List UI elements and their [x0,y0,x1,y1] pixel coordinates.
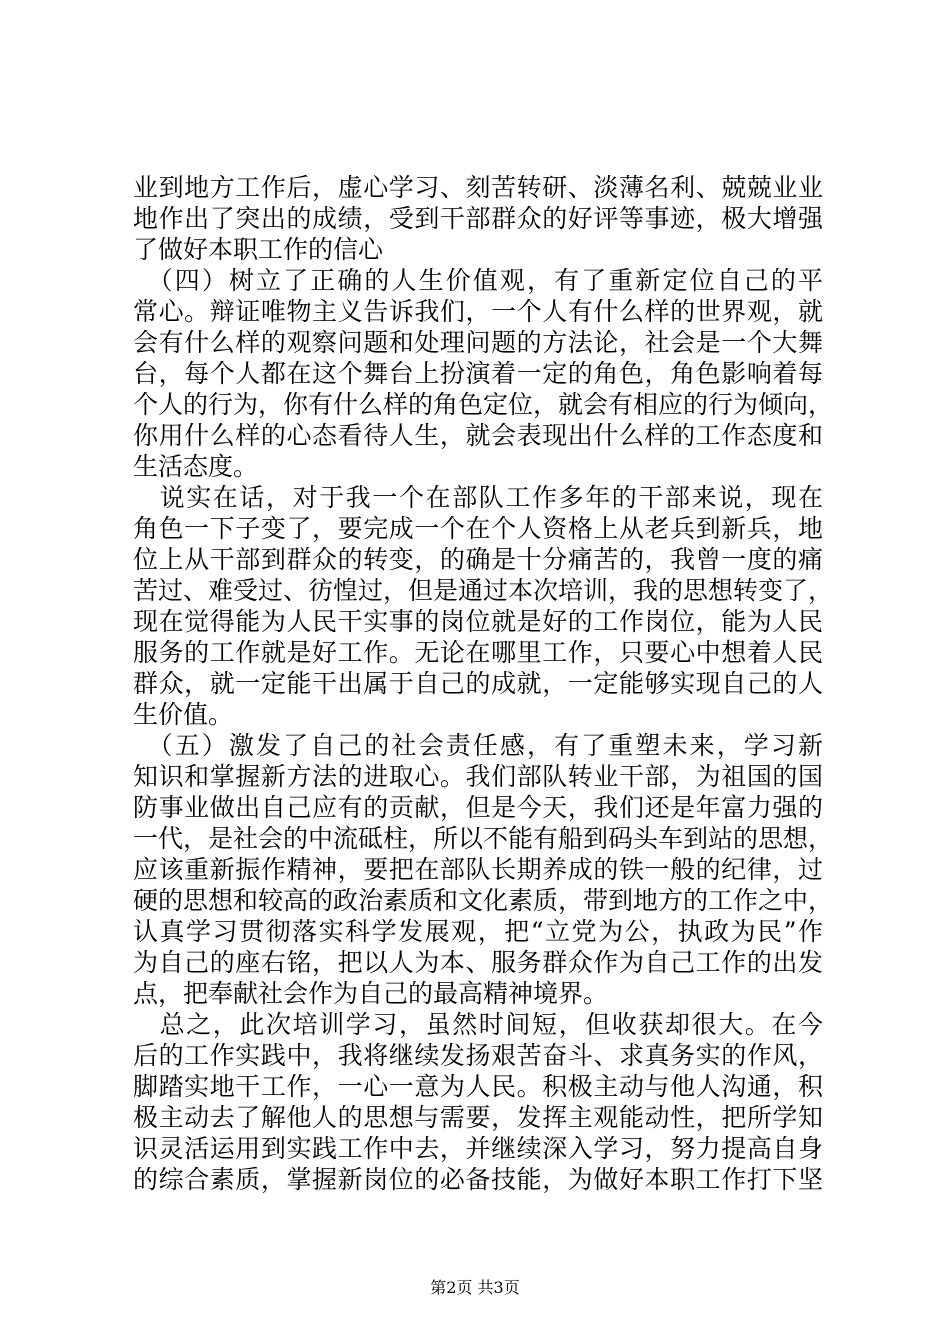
text-line: 极主动去了解他人的思想与需要，发挥主观能动性，把所学知 [133,1103,823,1132]
text-line: 知识和掌握新方法的进取心。我们部队转业干部，为祖国的国 [133,762,823,791]
text-line: 苦过、难受过、彷惶过，但是通过本次培训，我的思想转变了， [133,576,834,605]
text-line: 一代，是社会的中流砥柱，所以不能有船到码头车到站的思想， [133,824,834,853]
text-line: 后的工作实践中，我将继续发扬艰苦奋斗、求真务实的作风， [133,1041,823,1070]
text-line: 脚踏实地干工作，一心一意为人民。积极主动与他人沟通，积 [133,1072,823,1101]
text-line: 防事业做出自己应有的贡献，但是今天，我们还是年富力强的 [133,793,823,822]
text-line: 识灵活运用到实践工作中去，并继续深入学习，努力提高自身 [133,1134,823,1163]
text-line: 业到地方工作后，虚心学习、刻苦转研、淡薄名利、兢兢业业 [133,173,823,202]
text-line: 台，每个人都在这个舞台上扮演着一定的角色，角色影响着每 [133,359,823,388]
text-line: 总之，此次培训学习，虽然时间短，但收获却很大。在今 [133,1010,823,1039]
text-line: 硬的思想和较高的政治素质和文化素质，带到地方的工作之中， [133,886,834,915]
text-line: 你用什么样的心态看待人生，就会表现出什么样的工作态度和 [133,421,823,450]
text-line: （五）激发了自己的社会责任感，有了重塑未来，学习新 [133,731,823,760]
text-line: 个人的行为，你有什么样的角色定位，就会有相应的行为倾向， [133,390,834,419]
text-line: 位上从干部到群众的转变，的确是十分痛苦的，我曾一度的痛 [133,545,823,574]
text-line: 群众，就一定能干出属于自己的成就，一定能够实现自己的人 [133,669,823,698]
text-line: 认真学习贯彻落实科学发展观，把“立党为公，执政为民”作 [133,917,823,946]
text-line: 了做好本职工作的信心 [133,235,384,264]
text-line: 生活态度。 [133,452,259,481]
text-line: 角色一下子变了，要完成一个在个人资格上从老兵到新兵，地 [133,514,823,543]
text-line: 生价值。 [133,700,234,729]
document-body [133,172,834,1195]
text-line: 点，把奉献社会作为自己的最高精神境界。 [133,979,609,1008]
text-line: 说实在话，对于我一个在部队工作多年的干部来说，现在 [133,483,823,512]
text-line: 服务的工作就是好工作。无论在哪里工作，只要心中想着人民 [133,638,823,667]
text-line: 现在觉得能为人民干实事的岗位就是好的工作岗位，能为人民 [133,607,823,636]
text-line: 地作出了突出的成绩，受到干部群众的好评等事迹，极大增强 [133,204,823,233]
text-line: 会有什么样的观察问题和处理问题的方法论，社会是一个大舞 [133,328,823,357]
text-line: 应该重新振作精神，要把在部队长期养成的铁一般的纪律，过 [133,855,823,884]
text-line: 常心。辩证唯物主义告诉我们，一个人有什么样的世界观，就 [133,297,823,326]
text-line: 的综合素质，掌握新岗位的必备技能，为做好本职工作打下坚 [133,1165,823,1194]
page-footer: 第2页 共3页 [430,1278,520,1297]
text-line: （四）树立了正确的人生价值观，有了重新定位自己的平 [133,266,823,295]
text-line: 为自己的座右铭，把以人为本、服务群众作为自己工作的出发 [133,948,823,977]
